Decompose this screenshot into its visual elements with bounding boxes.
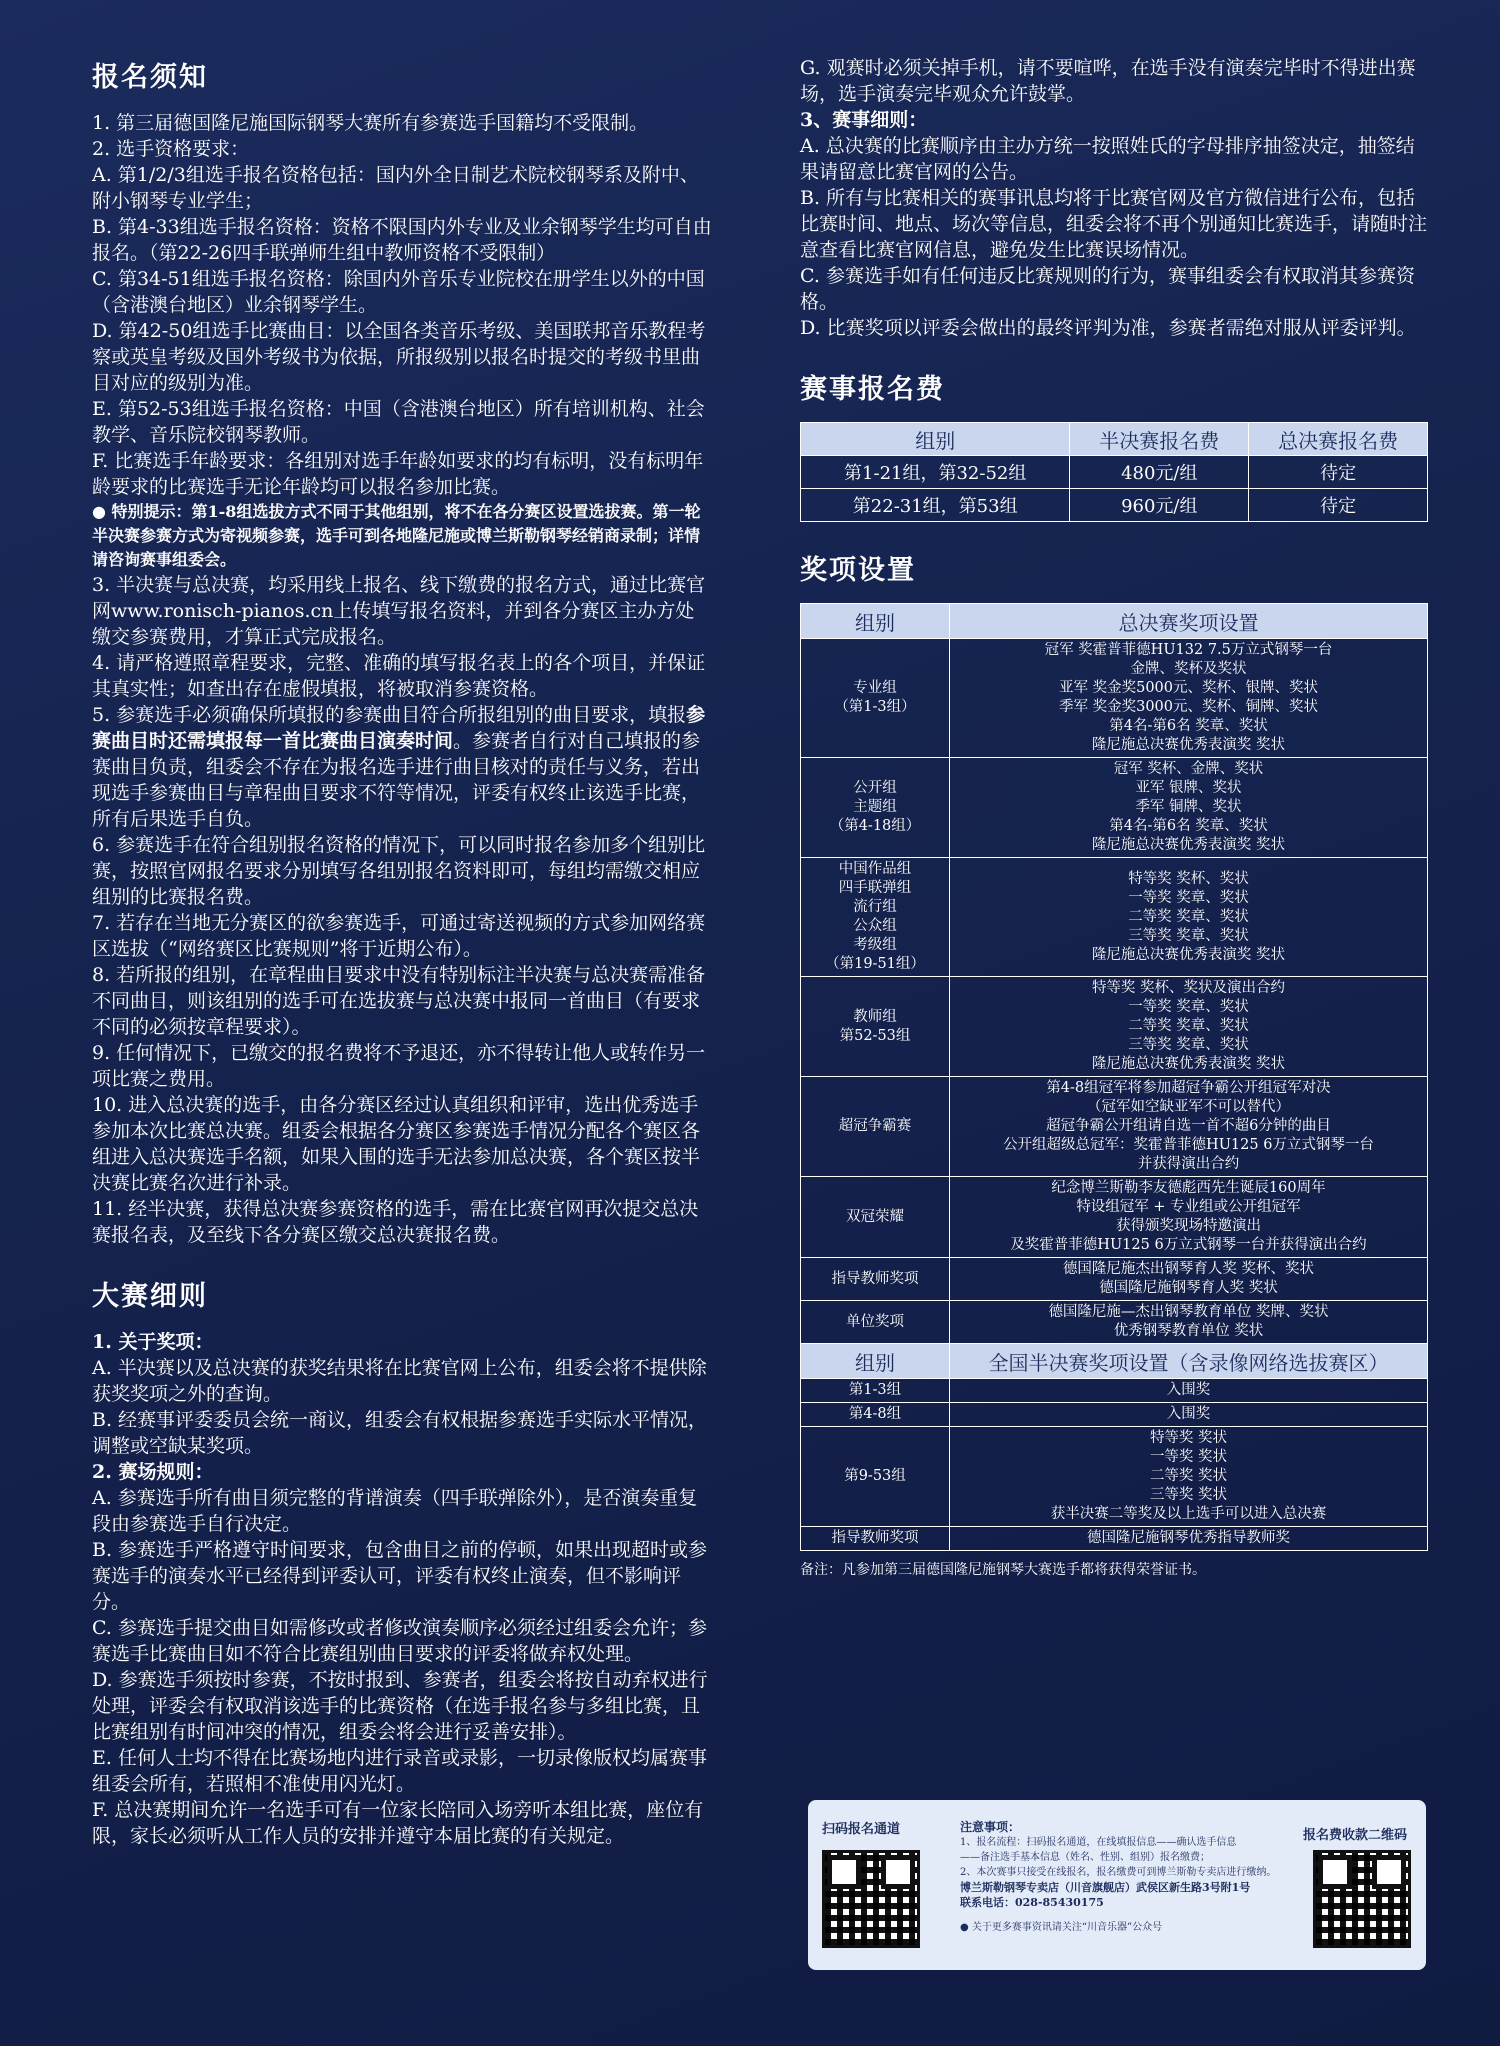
awards-table xyxy=(800,603,1428,1551)
notice-title: 注意事项： xyxy=(960,1820,1021,1834)
follow-note: ● 关于更多赛事资讯请关注“川音乐器”公众号 xyxy=(960,1922,1163,1933)
registration-item-c-5: 11. 经半决赛，获得总决赛参赛资格的选手，需在比赛官网再次提交总决赛报名表，及至线下各分赛区缴交总决赛报名费。 xyxy=(92,1198,699,1246)
notice-lines xyxy=(960,1835,1290,1880)
awards-final-group-7: 单位奖项 xyxy=(801,1301,950,1344)
awards-final-header xyxy=(801,604,1428,639)
item5-text-c: 。参赛者自行对自己填报的参赛曲目负责，组委会不存在为报名选手进行曲目核对的责任与义务，若出现选手参赛曲目与章程曲目要求不符等情况，评委有权终止该选手比赛，所有后果选手自负。 xyxy=(92,730,701,830)
rules-s3-item-2: C. 参赛选手如有任何违反比赛规则的行为，赛事组委会有权取消其参赛资格。 xyxy=(800,265,1415,313)
awards-final-group-6: 指导教师奖项 xyxy=(801,1258,950,1301)
fees-header-0: 组别 xyxy=(801,423,1070,456)
awards-final-prize-0: 冠军 奖霍普菲德HU132 7.5万立式钢琴一台 金牌、奖杯及奖状 亚军 奖金奖5000元、奖杯、银牌、奖状 季军 奖金奖3000元、奖杯、铜牌、奖状 第4名-第6名 奖章、奖状 隆尼施总决赛优秀表演奖 奖状 xyxy=(950,639,1428,758)
rules-s2-item-0: A. 参赛选手所有曲目须完整的背谱演奏（四手联弹除外），是否演奏重复段由参赛选手自行决定。 xyxy=(92,1487,698,1535)
awards-semi-prize-3: 德国隆尼施钢琴优秀指导教师奖 xyxy=(950,1527,1428,1551)
registration-item-b-0: 3. 半决赛与总决赛，均采用线上报名、线下缴费的报名方式，通过比赛官网www.ronisch-pianos.cn上传填写报名资料，并到各分赛区主办方处缴交参赛费用，才算正式完成报名。 xyxy=(92,574,706,648)
fees-header-row xyxy=(801,423,1428,456)
table-row xyxy=(801,456,1428,489)
spacer xyxy=(800,522,1428,548)
registration-items-2 xyxy=(92,572,712,702)
fees-cell-0-2: 待定 xyxy=(1249,456,1428,489)
registration-items xyxy=(92,110,712,500)
spacer xyxy=(800,341,1428,367)
table-row xyxy=(801,977,1428,1077)
awards-final-group-0: 专业组 （第1-3组） xyxy=(801,639,950,758)
rules-section-2-title: 2. 赛场规则： xyxy=(92,1461,214,1483)
registration-heading: 报名须知 xyxy=(92,62,208,93)
awards-remark: 备注：凡参加第三届德国隆尼施钢琴大赛选手都将获得荣誉证书。 xyxy=(800,1562,1206,1578)
registration-item-4: C. 第34-51组选手报名资格：除国内外音乐专业院校在册学生以外的中国（含港澳台地区）业余钢琴学生。 xyxy=(92,268,705,316)
right-column xyxy=(800,55,1428,1579)
rules-s2-item-4: E. 任何人士均不得在比赛场地内进行录音或录影，一切录像版权均属赛事组委会所有，若照相不准使用闪光灯。 xyxy=(92,1747,707,1795)
fees-body xyxy=(801,456,1428,522)
awards-final-prize-1: 冠军 奖杯、金牌、奖状 亚军 银牌、奖状 季军 铜牌、奖状 第4名-第6名 奖章、奖状 隆尼施总决赛优秀表演奖 奖状 xyxy=(950,758,1428,858)
notice-line-0: 1、报名流程：扫码报名通道，在线填报信息——确认选手信息 xyxy=(960,1837,1237,1848)
rules-s1-item-1: B. 经赛事评委委员会统一商议，组委会有权根据参赛选手实际水平情况，调整或空缺某奖项。 xyxy=(92,1409,708,1457)
registration-item-c-0: 6. 参赛选手在符合组别报名资格的情况下，可以同时报名参加多个组别比赛，按照官网报名要求分别填写各组别报名资料即可，每组均需缴交相应组别的比赛报名费。 xyxy=(92,834,706,908)
item5-text-a: 5. 参赛选手必须确保所填报的参赛曲目符合所报组别的曲目要求，填报 xyxy=(92,704,687,726)
awards-semi-group-2: 第9-53组 xyxy=(801,1427,950,1527)
rules-section-3-title: 3、赛事细则： xyxy=(800,109,928,131)
table-row xyxy=(801,1379,1428,1403)
rules-s2-item-2: C. 参赛选手提交曲目如需修改或者修改演奏顺序必须经过组委会允许；参赛选手比赛曲目如不符合比赛组别曲目要求的评委将做弃权处理。 xyxy=(92,1617,707,1665)
notice-line-1: ——备注选手基本信息（姓名、性别、组别）报名缴费； xyxy=(960,1852,1210,1863)
rules-s2-item-5: F. 总决赛期间允许一名选手可有一位家长陪同入场旁听本组比赛，座位有限，家长必须听从工作人员的安排并遵守本届比赛的有关规定。 xyxy=(92,1799,704,1847)
awards-semi-prize-0: 入围奖 xyxy=(950,1379,1428,1403)
awards-final-group-5: 双冠荣耀 xyxy=(801,1177,950,1258)
fee-qr-label: 报名费收款二维码 xyxy=(1303,1828,1408,1843)
rules-s3-item-1: B. 所有与比赛相关的赛事讯息均将于比赛官网及官方微信进行公布，包括比赛时间、地点、场次等信息，组委会将不再个别通知比赛选手，请随时注意查看比赛官网信息，避免发生比赛误场情况。 xyxy=(800,187,1428,261)
awards-final-prize-3: 特等奖 奖杯、奖状及演出合约 一等奖 奖章、奖状 二等奖 奖章、奖状 三等奖 奖章、奖状 隆尼施总决赛优秀表演奖 奖状 xyxy=(950,977,1428,1077)
fees-cell-0-0: 第1-21组，第32-52组 xyxy=(801,456,1070,489)
special-note: ● 特别提示：第1-8组选拔方式不同于其他组别，将不在各分赛区设置选拔赛。第一轮半决赛参赛方式为寄视频参赛，选手可到各地隆尼施或博兰斯勒钢琴经销商录制；详情请咨询赛事组委会。 xyxy=(92,502,701,569)
registration-item-c-4: 10. 进入总决赛的选手，由各分赛区经过认真组织和评审，选出优秀选手参加本次比赛总决赛。组委会根据各分赛区参赛选手情况分配各个赛区各组进入总决赛选手名额，如果入围的选手无法参加总决赛，各个赛区按半决赛比赛名次进行补录。 xyxy=(92,1094,701,1194)
rules-s1-item-0: A. 半决赛以及总决赛的获奖结果将在比赛官网上公布，组委会将不提供除获奖奖项之外的查询。 xyxy=(92,1357,707,1405)
registration-qr-code[interactable] xyxy=(822,1850,920,1948)
awards-semi-header-cell-1: 全国半决赛奖项设置（含录像网络选拔赛区） xyxy=(950,1344,1428,1379)
awards-final-prize-4: 第4-8组冠军将参加超冠争霸公开组冠军对决 （冠军如空缺亚军不可以替代） 超冠争霸公开组请自选一首不超6分钟的曲目 公开组超级总冠军：奖霍普菲德HU125 6万立式钢琴一台 并获得演出合约 xyxy=(950,1077,1428,1177)
awards-heading: 奖项设置 xyxy=(800,555,916,586)
rules-s2-item-1: B. 参赛选手严格遵守时间要求，包含曲目之前的停顿，如果出现超时或参赛选手的演奏水平已经得到评委认可，评委有权终止演奏，但不影响评分。 xyxy=(92,1539,708,1613)
table-row xyxy=(801,1527,1428,1551)
rules-section-2 xyxy=(92,1485,712,1849)
awards-semi-group-3: 指导教师奖项 xyxy=(801,1527,950,1551)
fees-cell-0-1: 480元/组 xyxy=(1070,456,1249,489)
awards-body xyxy=(801,604,1428,1551)
registration-items-3 xyxy=(92,832,712,1248)
rules-section-3 xyxy=(800,133,1428,341)
table-row xyxy=(801,758,1428,858)
table-row xyxy=(801,1427,1428,1527)
spacer xyxy=(92,1248,712,1274)
rules-s2-item-3: D. 参赛选手须按时参赛，不按时报到、参赛者，组委会将按自动弃权进行处理，评委会有权取消该选手的比赛资格（在选手报名参与多组比赛，且比赛组别有时间冲突的情况，组委会将会进行妥善安排）。 xyxy=(92,1669,708,1743)
fees-table xyxy=(800,422,1428,522)
registration-item-1: 2. 选手资格要求： xyxy=(92,138,250,160)
shop-address: 博兰斯勒钢琴专卖店（川音旗舰店）武侯区新生路3号附1号 xyxy=(960,1881,1251,1894)
rules-section-1 xyxy=(92,1355,712,1459)
table-row xyxy=(801,858,1428,977)
awards-final-header-cell-0: 组别 xyxy=(801,604,950,639)
awards-semi-header-cell-0: 组别 xyxy=(801,1344,950,1379)
table-row xyxy=(801,1077,1428,1177)
awards-semi-group-0: 第1-3组 xyxy=(801,1379,950,1403)
awards-semi-prize-2: 特等奖 奖状 一等奖 奖状 二等奖 奖状 三等奖 奖状 获半决赛二等奖及以上选手可以进入总决赛 xyxy=(950,1427,1428,1527)
registration-item-7: F. 比赛选手年龄要求：各组别对选手年龄如要求的均有标明，没有标明年龄要求的比赛选手无论年龄均可以报名参加比赛。 xyxy=(92,450,704,498)
rules-s2-item-6: G. 观赛时必须关掉手机，请不要喧哗，在选手没有演奏完毕时不得进出赛场，选手演奏完毕观众允许鼓掌。 xyxy=(800,57,1416,105)
contact-phone: 联系电话：028-85430175 xyxy=(960,1896,1104,1909)
awards-final-header-cell-1: 总决赛奖项设置 xyxy=(950,604,1428,639)
awards-final-prize-2: 特等奖 奖杯、奖状 一等奖 奖章、奖状 二等奖 奖章、奖状 三等奖 奖章、奖状 隆尼施总决赛优秀表演奖 奖状 xyxy=(950,858,1428,977)
rules-section-2-continued xyxy=(800,55,1428,107)
rules-s3-item-0: A. 总决赛的比赛顺序由主办方统一按照姓氏的字母排序抽签决定，抽签结果请留意比赛官网的公告。 xyxy=(800,135,1415,183)
scan-label: 扫码报名通道 xyxy=(822,1822,901,1837)
registration-item-2: A. 第1/2/3组选手报名资格包括：国内外全日制艺术院校钢琴系及附中、附小钢琴专业学生； xyxy=(92,164,699,212)
registration-item-5: D. 第42-50组选手比赛曲目：以全国各类音乐考级、美国联邦音乐教程考察或英皇考级及国外考级书为依据，所报级别以报名时提交的考级书里曲目对应的级别为准。 xyxy=(92,320,706,394)
registration-item-3: B. 第4-33组选手报名资格：资格不限国内外专业及业余钢琴学生均可自由报名。（第22-26四手联弹师生组中教师资格不受限制） xyxy=(92,216,712,264)
awards-final-prize-6: 德国隆尼施杰出钢琴育人奖 奖杯、奖状 德国隆尼施钢琴育人奖 奖状 xyxy=(950,1258,1428,1301)
table-row xyxy=(801,1258,1428,1301)
fee-qr-code[interactable] xyxy=(1313,1850,1411,1948)
rules-heading: 大赛细则 xyxy=(92,1281,208,1312)
fees-cell-1-2: 待定 xyxy=(1249,489,1428,522)
fees-header-2: 总决赛报名费 xyxy=(1249,423,1428,456)
item5-text-bold: 参赛曲目时还需填报每一首比赛曲目演奏时间 xyxy=(92,704,706,752)
fees-cell-1-1: 960元/组 xyxy=(1070,489,1249,522)
table-row xyxy=(801,1301,1428,1344)
awards-final-group-3: 教师组 第52-53组 xyxy=(801,977,950,1077)
awards-semi-group-1: 第4-8组 xyxy=(801,1403,950,1427)
registration-item-c-3: 9. 任何情况下，已缴交的报名费将不予退还，亦不得转让他人或转作另一项比赛之费用。 xyxy=(92,1042,706,1090)
awards-final-group-4: 超冠争霸赛 xyxy=(801,1077,950,1177)
table-row xyxy=(801,639,1428,758)
table-row xyxy=(801,1403,1428,1427)
table-row xyxy=(801,489,1428,522)
rules-section-1-title: 1. 关于奖项： xyxy=(92,1331,214,1353)
fees-heading: 赛事报名费 xyxy=(800,374,945,405)
fees-cell-1-0: 第22-31组，第53组 xyxy=(801,489,1070,522)
registration-item-c-1: 7. 若存在当地无分赛区的欲参赛选手，可通过寄送视频的方式参加网络赛区选拔（“网络赛区比赛规则”将于近期公布）。 xyxy=(92,912,706,960)
awards-final-prize-7: 德国隆尼施—杰出钢琴教育单位 奖牌、奖状 优秀钢琴教育单位 奖状 xyxy=(950,1301,1428,1344)
awards-final-group-1: 公开组 主题组 （第4-18组） xyxy=(801,758,950,858)
registration-info-box xyxy=(808,1800,1426,1970)
rules-s3-item-3: D. 比赛奖项以评委会做出的最终评判为准，参赛者需绝对服从评委评判。 xyxy=(800,317,1416,339)
awards-final-group-2: 中国作品组 四手联弹组 流行组 公众组 考级组 （第19-51组） xyxy=(801,858,950,977)
registration-item-6: E. 第52-53组选手报名资格：中国（含港澳台地区）所有培训机构、社会教学、音乐院校钢琴教师。 xyxy=(92,398,705,446)
registration-item-0: 1. 第三届德国隆尼施国际钢琴大赛所有参赛选手国籍均不受限制。 xyxy=(92,112,649,134)
registration-item-b-1: 4. 请严格遵照章程要求，完整、准确的填写报名表上的各个项目，并保证其真实性；如查出存在虚假填报，将被取消参赛资格。 xyxy=(92,652,706,700)
table-row xyxy=(801,1177,1428,1258)
awards-final-prize-5: 纪念博兰斯勒李友德彪西先生诞辰160周年 特设组冠军 + 专业组或公开组冠军 获得颁奖现场特邀演出 及奖霍普菲德HU125 6万立式钢琴一台并获得演出合约 xyxy=(950,1177,1428,1258)
left-column xyxy=(92,55,712,1849)
awards-semi-prize-1: 入围奖 xyxy=(950,1403,1428,1427)
notice-line-2: 2、本次赛事只接受在线报名，报名缴费可到博兰斯勒专卖店进行缴纳。 xyxy=(960,1867,1277,1878)
fees-header-1: 半决赛报名费 xyxy=(1070,423,1249,456)
registration-item-c-2: 8. 若所报的组别，在章程曲目要求中没有特别标注半决赛与总决赛需准备不同曲目，则该组别的选手可在选拔赛与总决赛中报同一首曲目（有要求不同的必须按章程要求）。 xyxy=(92,964,706,1038)
awards-semi-header xyxy=(801,1344,1428,1379)
registration-item-5 xyxy=(92,702,712,832)
notice-block xyxy=(960,1820,1290,1935)
